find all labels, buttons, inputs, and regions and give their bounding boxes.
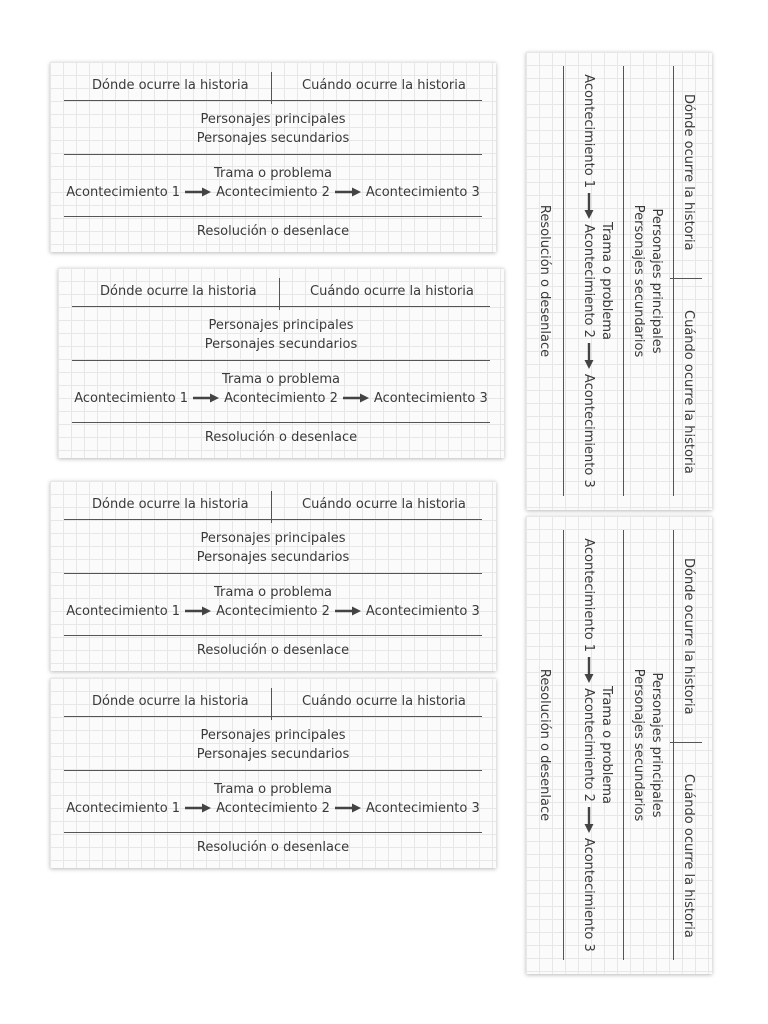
right-arrow-icon [583, 193, 595, 219]
events-row [50, 185, 496, 201]
rotated-content [526, 516, 712, 974]
events-row [580, 516, 596, 974]
right-arrow-icon [335, 605, 361, 617]
characters-rule [64, 770, 482, 771]
events-row [50, 801, 496, 817]
when-label: Cuándo ocurre la historia [310, 284, 474, 299]
characters-rule [623, 66, 624, 496]
story-card-1 [50, 62, 496, 252]
secondary-characters-label: Personajes secundarios [196, 747, 350, 762]
story-card-rotated-2 [526, 516, 712, 974]
when-label: Cuándo ocurre la historia [302, 694, 466, 709]
header-rule [673, 66, 674, 496]
characters-rule [72, 360, 490, 361]
where-label: Dónde ocurre la historia [92, 78, 249, 93]
event-2-label: Acontecimiento 2 [581, 224, 596, 338]
resolution-label: Resolución o desenlace [196, 840, 350, 855]
story-card-rotated-1 [526, 52, 712, 510]
when-label: Cuándo ocurre la historia [302, 497, 466, 512]
event-1-label: Acontecimiento 1 [66, 801, 181, 816]
header-divider [670, 278, 702, 279]
events-row [58, 391, 504, 407]
main-characters-label: Personajes principales [208, 318, 354, 333]
event-3-label: Acontecimiento 3 [365, 185, 480, 200]
plot-label: Trama o problema [214, 585, 332, 600]
right-arrow-icon [335, 186, 361, 198]
right-arrow-icon [185, 802, 211, 814]
right-arrow-icon [583, 657, 595, 683]
plot-rule [563, 530, 564, 960]
where-label: Dónde ocurre la historia [681, 94, 696, 251]
event-2-label: Acontecimiento 2 [216, 185, 330, 200]
main-characters-label: Personajes principales [200, 531, 346, 546]
resolution-label: Resolución o desenlace [196, 224, 350, 239]
plot-rule [563, 66, 564, 496]
secondary-characters-label: Personajes secundarios [196, 550, 350, 565]
resolution-label: Resolución o desenlace [537, 204, 552, 358]
where-label: Dónde ocurre la historia [100, 284, 257, 299]
main-characters-label: Personajes principales [200, 728, 346, 743]
secondary-characters-label: Personajes secundarios [631, 204, 646, 358]
header-rule [64, 100, 482, 101]
event-1-label: Acontecimiento 1 [66, 604, 181, 619]
story-card-3 [50, 481, 496, 671]
characters-rule [64, 154, 482, 155]
right-arrow-icon [193, 392, 219, 404]
secondary-characters-label: Personajes secundarios [631, 668, 646, 822]
secondary-characters-label: Personajes secundarios [204, 337, 358, 352]
events-row [50, 604, 496, 620]
resolution-label: Resolución o desenlace [537, 668, 552, 822]
event-2-label: Acontecimiento 2 [216, 604, 330, 619]
plot-label: Trama o problema [214, 166, 332, 181]
event-1-label: Acontecimiento 1 [74, 391, 189, 406]
right-arrow-icon [335, 802, 361, 814]
resolution-label: Resolución o desenlace [204, 430, 358, 445]
header-rule [64, 519, 482, 520]
header-rule [673, 530, 674, 960]
main-characters-label: Personajes principales [649, 672, 664, 818]
where-label: Dónde ocurre la historia [681, 558, 696, 715]
event-3-label: Acontecimiento 3 [373, 391, 488, 406]
header-divider [670, 742, 702, 743]
main-characters-label: Personajes principales [649, 208, 664, 354]
when-label: Cuándo ocurre la historia [681, 774, 696, 938]
plot-rule [64, 832, 482, 833]
main-characters-label: Personajes principales [200, 112, 346, 127]
plot-rule [72, 422, 490, 423]
where-label: Dónde ocurre la historia [92, 694, 249, 709]
right-arrow-icon [185, 605, 211, 617]
event-3-label: Acontecimiento 3 [365, 801, 480, 816]
event-1-label: Acontecimiento 1 [66, 185, 181, 200]
story-card-4 [50, 678, 496, 868]
plot-label: Trama o problema [599, 222, 614, 340]
event-3-label: Acontecimiento 3 [581, 373, 596, 488]
events-row [580, 52, 596, 510]
event-2-label: Acontecimiento 2 [581, 688, 596, 802]
secondary-characters-label: Personajes secundarios [196, 131, 350, 146]
event-1-label: Acontecimiento 1 [581, 538, 596, 653]
right-arrow-icon [343, 392, 369, 404]
characters-rule [623, 530, 624, 960]
resolution-label: Resolución o desenlace [196, 643, 350, 658]
right-arrow-icon [583, 807, 595, 833]
characters-rule [64, 573, 482, 574]
right-arrow-icon [583, 343, 595, 369]
when-label: Cuándo ocurre la historia [681, 310, 696, 474]
story-card-2 [58, 268, 504, 458]
rotated-content [526, 52, 712, 510]
where-label: Dónde ocurre la historia [92, 497, 249, 512]
plot-label: Trama o problema [599, 686, 614, 804]
when-label: Cuándo ocurre la historia [302, 78, 466, 93]
event-3-label: Acontecimiento 3 [581, 837, 596, 952]
plot-rule [64, 635, 482, 636]
event-3-label: Acontecimiento 3 [365, 604, 480, 619]
header-rule [64, 716, 482, 717]
plot-label: Trama o problema [222, 372, 340, 387]
plot-rule [64, 216, 482, 217]
event-2-label: Acontecimiento 2 [224, 391, 338, 406]
event-2-label: Acontecimiento 2 [216, 801, 330, 816]
event-1-label: Acontecimiento 1 [581, 74, 596, 189]
plot-label: Trama o problema [214, 782, 332, 797]
header-rule [72, 306, 490, 307]
right-arrow-icon [185, 186, 211, 198]
